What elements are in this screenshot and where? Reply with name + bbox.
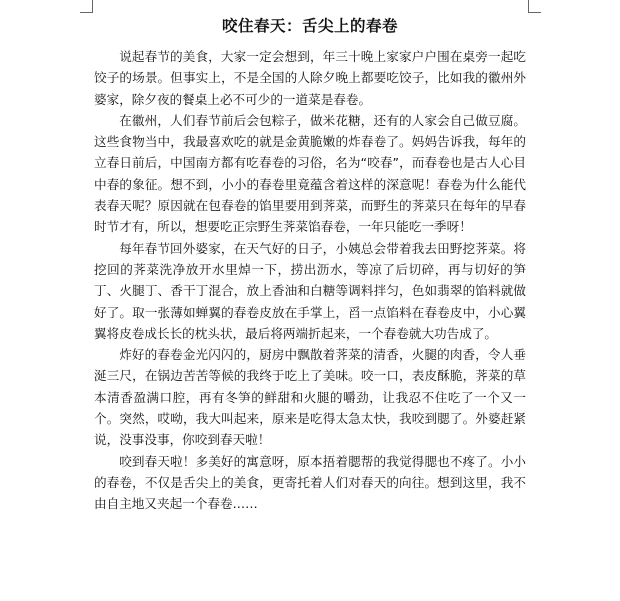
crop-mark-top-right [528, 0, 541, 13]
document-body [94, 46, 526, 515]
paragraph-2: 在徽州，人们春节前后会包粽子，做米花糖，还有的人家会自己做豆腐。这些食物当中，我最喜欢吃的就是金黄脆嫩的炸春卷了。妈妈告诉我，每年的立春日前后，中国南方都有吃春卷的习俗，名为“咬春”，而春卷也是古人心目中春的象征。想不到，小小的春卷里竟蕴含着这样的深意呢！春卷为什么能代表春天呢？原因就在包春卷的馅里要用到荠菜，而野生的荠菜只在每年的早春时节才有，所以，想要吃正宗野生荠菜馅春卷，一年只能吃一季呀！ [94, 112, 526, 235]
document-title: 咬住春天：舌尖上的春卷 [221, 17, 398, 35]
crop-mark-top-left [80, 0, 93, 13]
paragraph-3: 每年春节回外婆家，在天气好的日子，小姨总会带着我去田野挖荠菜。将挖回的荠菜洗净放开水里焯一下，捞出沥水，等凉了后切碎，再与切好的笋丁、火腿丁、香干丁混合，放上香油和白糖等调料拌匀，色如翡翠的馅料就做好了。取一张薄如蝉翼的春卷皮放在手掌上，舀一点馅料在春卷皮中，小心翼翼将皮卷成长长的枕头状，最后将两端折起来，一个春卷就大功告成了。 [94, 240, 526, 341]
paragraph-1: 说起春节的美食，大家一定会想到，年三十晚上家家户户围在桌旁一起吃饺子的场景。但事实上，不是全国的人除夕晚上都要吃饺子，比如我的徽州外婆家，除夕夜的餐桌上必不可少的一道菜是春卷。 [94, 49, 526, 107]
paragraph-5: 咬到春天啦！多美好的寓意呀，原本捂着腮帮的我觉得腮也不疼了。小小的春卷，不仅是舌尖上的美食，更寄托着人们对春天的向往。想到这里，我不由自主地又夹起一个春卷…… [94, 453, 526, 512]
paragraph-4: 炸好的春卷金光闪闪的，厨房中飘散着荠菜的清香，火腿的肉香，令人垂涎三尺，在锅边苦苦等候的我终于吃上了美味。咬一口，表皮酥脆，荠菜的草本清香盈满口腔，再有冬笋的鲜甜和火腿的嚼劲，让我忍不住吃了一个又一个。突然，哎呦，我大叫起来，原来是吃得太急太快，我咬到腮了。外婆赶紧说，没事没事，你咬到春天啦！ [94, 347, 526, 448]
